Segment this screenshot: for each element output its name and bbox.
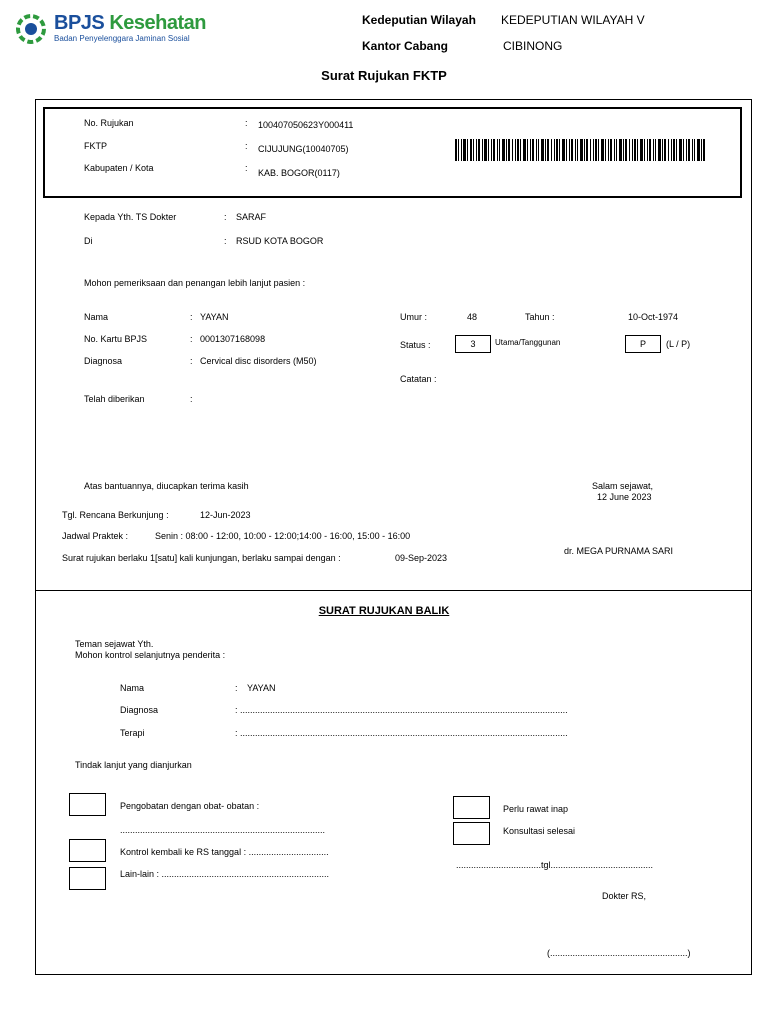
diagnosa-label: Diagnosa xyxy=(84,356,123,366)
kabupaten-value: KAB. BOGOR(0117) xyxy=(258,168,340,178)
checkbox-rawat-inap[interactable] xyxy=(453,796,490,819)
wilayah-label: Kedeputian Wilayah xyxy=(362,13,476,27)
di-label: Di xyxy=(84,236,93,246)
signature-line: (.......................................................) xyxy=(547,948,691,958)
salam-date: 12 June 2023 xyxy=(597,492,652,502)
jadwal-label: Jadwal Praktek : xyxy=(62,531,129,541)
berlaku-value: 09-Sep-2023 xyxy=(395,553,448,563)
checkbox-obat[interactable] xyxy=(69,793,106,816)
brand-name: BPJS Kesehatan xyxy=(54,12,206,34)
di-value: RSUD KOTA BOGOR xyxy=(236,236,324,246)
colon: : xyxy=(190,312,193,322)
diagnosa-value: Cervical disc disorders (M50) xyxy=(200,356,317,366)
wilayah-value: KEDEPUTIAN WILAYAH V xyxy=(501,13,645,27)
cabang-label: Kantor Cabang xyxy=(362,39,449,53)
kabupaten-label: Kabupaten / Kota xyxy=(84,163,154,173)
umur-label: Umur : xyxy=(400,312,427,322)
tgl-line: ..................................tgl......................................... xyxy=(456,860,654,870)
telah-label: Telah diberikan xyxy=(84,394,145,404)
nama-label: Nama xyxy=(84,312,109,322)
rencana-value: 12-Jun-2023 xyxy=(200,510,251,520)
cabang-value: CIBINONG xyxy=(503,39,563,53)
gender-options: (L / P) xyxy=(666,339,691,349)
brand-tagline: Badan Penyelenggara Jaminan Sosial xyxy=(54,34,190,43)
bpjs-logo-icon xyxy=(16,14,46,44)
berlaku-text: Surat rujukan berlaku 1[satu] kali kunjungan, berlaku sampai dengan : xyxy=(62,553,341,563)
nama-value: YAYAN xyxy=(200,312,229,322)
colon: : xyxy=(190,334,193,344)
kepada-label: Kepada Yth. TS Dokter xyxy=(84,212,177,222)
no-rujukan-label: No. Rujukan xyxy=(84,118,134,128)
colon: : xyxy=(245,118,248,128)
salam-text: Salam sejawat, xyxy=(592,481,654,491)
opt-kontrol-label: Kontrol kembali ke RS tanggal : ................................ xyxy=(120,847,329,857)
balik-title: SURAT RUJUKAN BALIK xyxy=(318,605,450,617)
balik-greet-2: Mohon kontrol selanjutnya penderita : xyxy=(75,650,226,660)
colon: : xyxy=(190,394,193,404)
balik-nama-label: Nama xyxy=(120,683,145,693)
status-box: 3 xyxy=(455,335,491,353)
opt-obat-dots: .................................................................................. xyxy=(120,825,326,835)
balik-diagnosa-label: Diagnosa xyxy=(120,705,159,715)
section-divider xyxy=(35,590,752,591)
balik-terapi-label: Terapi xyxy=(120,728,145,738)
kartu-value: 0001307168098 xyxy=(200,334,266,344)
checkbox-lain[interactable] xyxy=(69,867,106,890)
kepada-value: SARAF xyxy=(236,212,267,222)
colon: : xyxy=(224,212,227,222)
dokter-rs-label: Dokter RS, xyxy=(602,891,647,901)
doc-title: Surat Rujukan FKTP xyxy=(321,68,447,83)
checkbox-konsultasi[interactable] xyxy=(453,822,490,845)
fktp-label: FKTP xyxy=(84,141,108,151)
opt-obat-label: Pengobatan dengan obat- obatan : xyxy=(120,801,260,811)
rencana-label: Tgl. Rencana Berkunjung : xyxy=(62,510,169,520)
intro-text: Mohon pemeriksaan dan penangan lebih lanjut pasien : xyxy=(84,278,306,288)
checkbox-kontrol[interactable] xyxy=(69,839,106,862)
tahun-value: 10-Oct-1974 xyxy=(628,312,679,322)
balik-greet-1: Teman sejawat Yth. xyxy=(75,639,154,649)
tindak-label: Tindak lanjut yang dianjurkan xyxy=(75,760,192,770)
umur-value: 48 xyxy=(467,312,478,322)
gender-box: P xyxy=(625,335,661,353)
balik-diagnosa-dots: : ................................................................................................................................... xyxy=(235,705,568,715)
barcode-icon xyxy=(455,139,705,161)
colon: : xyxy=(235,683,238,693)
catatan-label: Catatan : xyxy=(400,374,437,384)
balik-terapi-dots: : ................................................................................................................................... xyxy=(235,728,568,738)
doctor-name: dr. MEGA PURNAMA SARI xyxy=(564,546,674,556)
colon: : xyxy=(245,163,248,173)
fktp-value: CIJUJUNG(10040705) xyxy=(258,144,349,154)
tahun-label: Tahun : xyxy=(525,312,555,322)
thanks-text: Atas bantuannya, diucapkan terima kasih xyxy=(84,481,249,491)
no-rujukan-value: 100407050623Y000411 xyxy=(258,120,354,130)
status-desc: Utama/Tanggunan xyxy=(495,338,561,347)
opt-lain-label: Lain-lain : ................................................................... xyxy=(120,869,330,879)
status-label: Status : xyxy=(400,340,431,350)
kartu-label: No. Kartu BPJS xyxy=(84,334,148,344)
jadwal-value: Senin : 08:00 - 12:00, 10:00 - 12:00;14:00 - 16:00, 15:00 - 16:00 xyxy=(155,531,411,541)
colon: : xyxy=(224,236,227,246)
colon: : xyxy=(190,356,193,366)
opt-konsul-label: Konsultasi selesai xyxy=(503,826,576,836)
balik-nama-value: YAYAN xyxy=(247,683,276,693)
opt-rawat-label: Perlu rawat inap xyxy=(503,804,569,814)
colon: : xyxy=(245,141,248,151)
